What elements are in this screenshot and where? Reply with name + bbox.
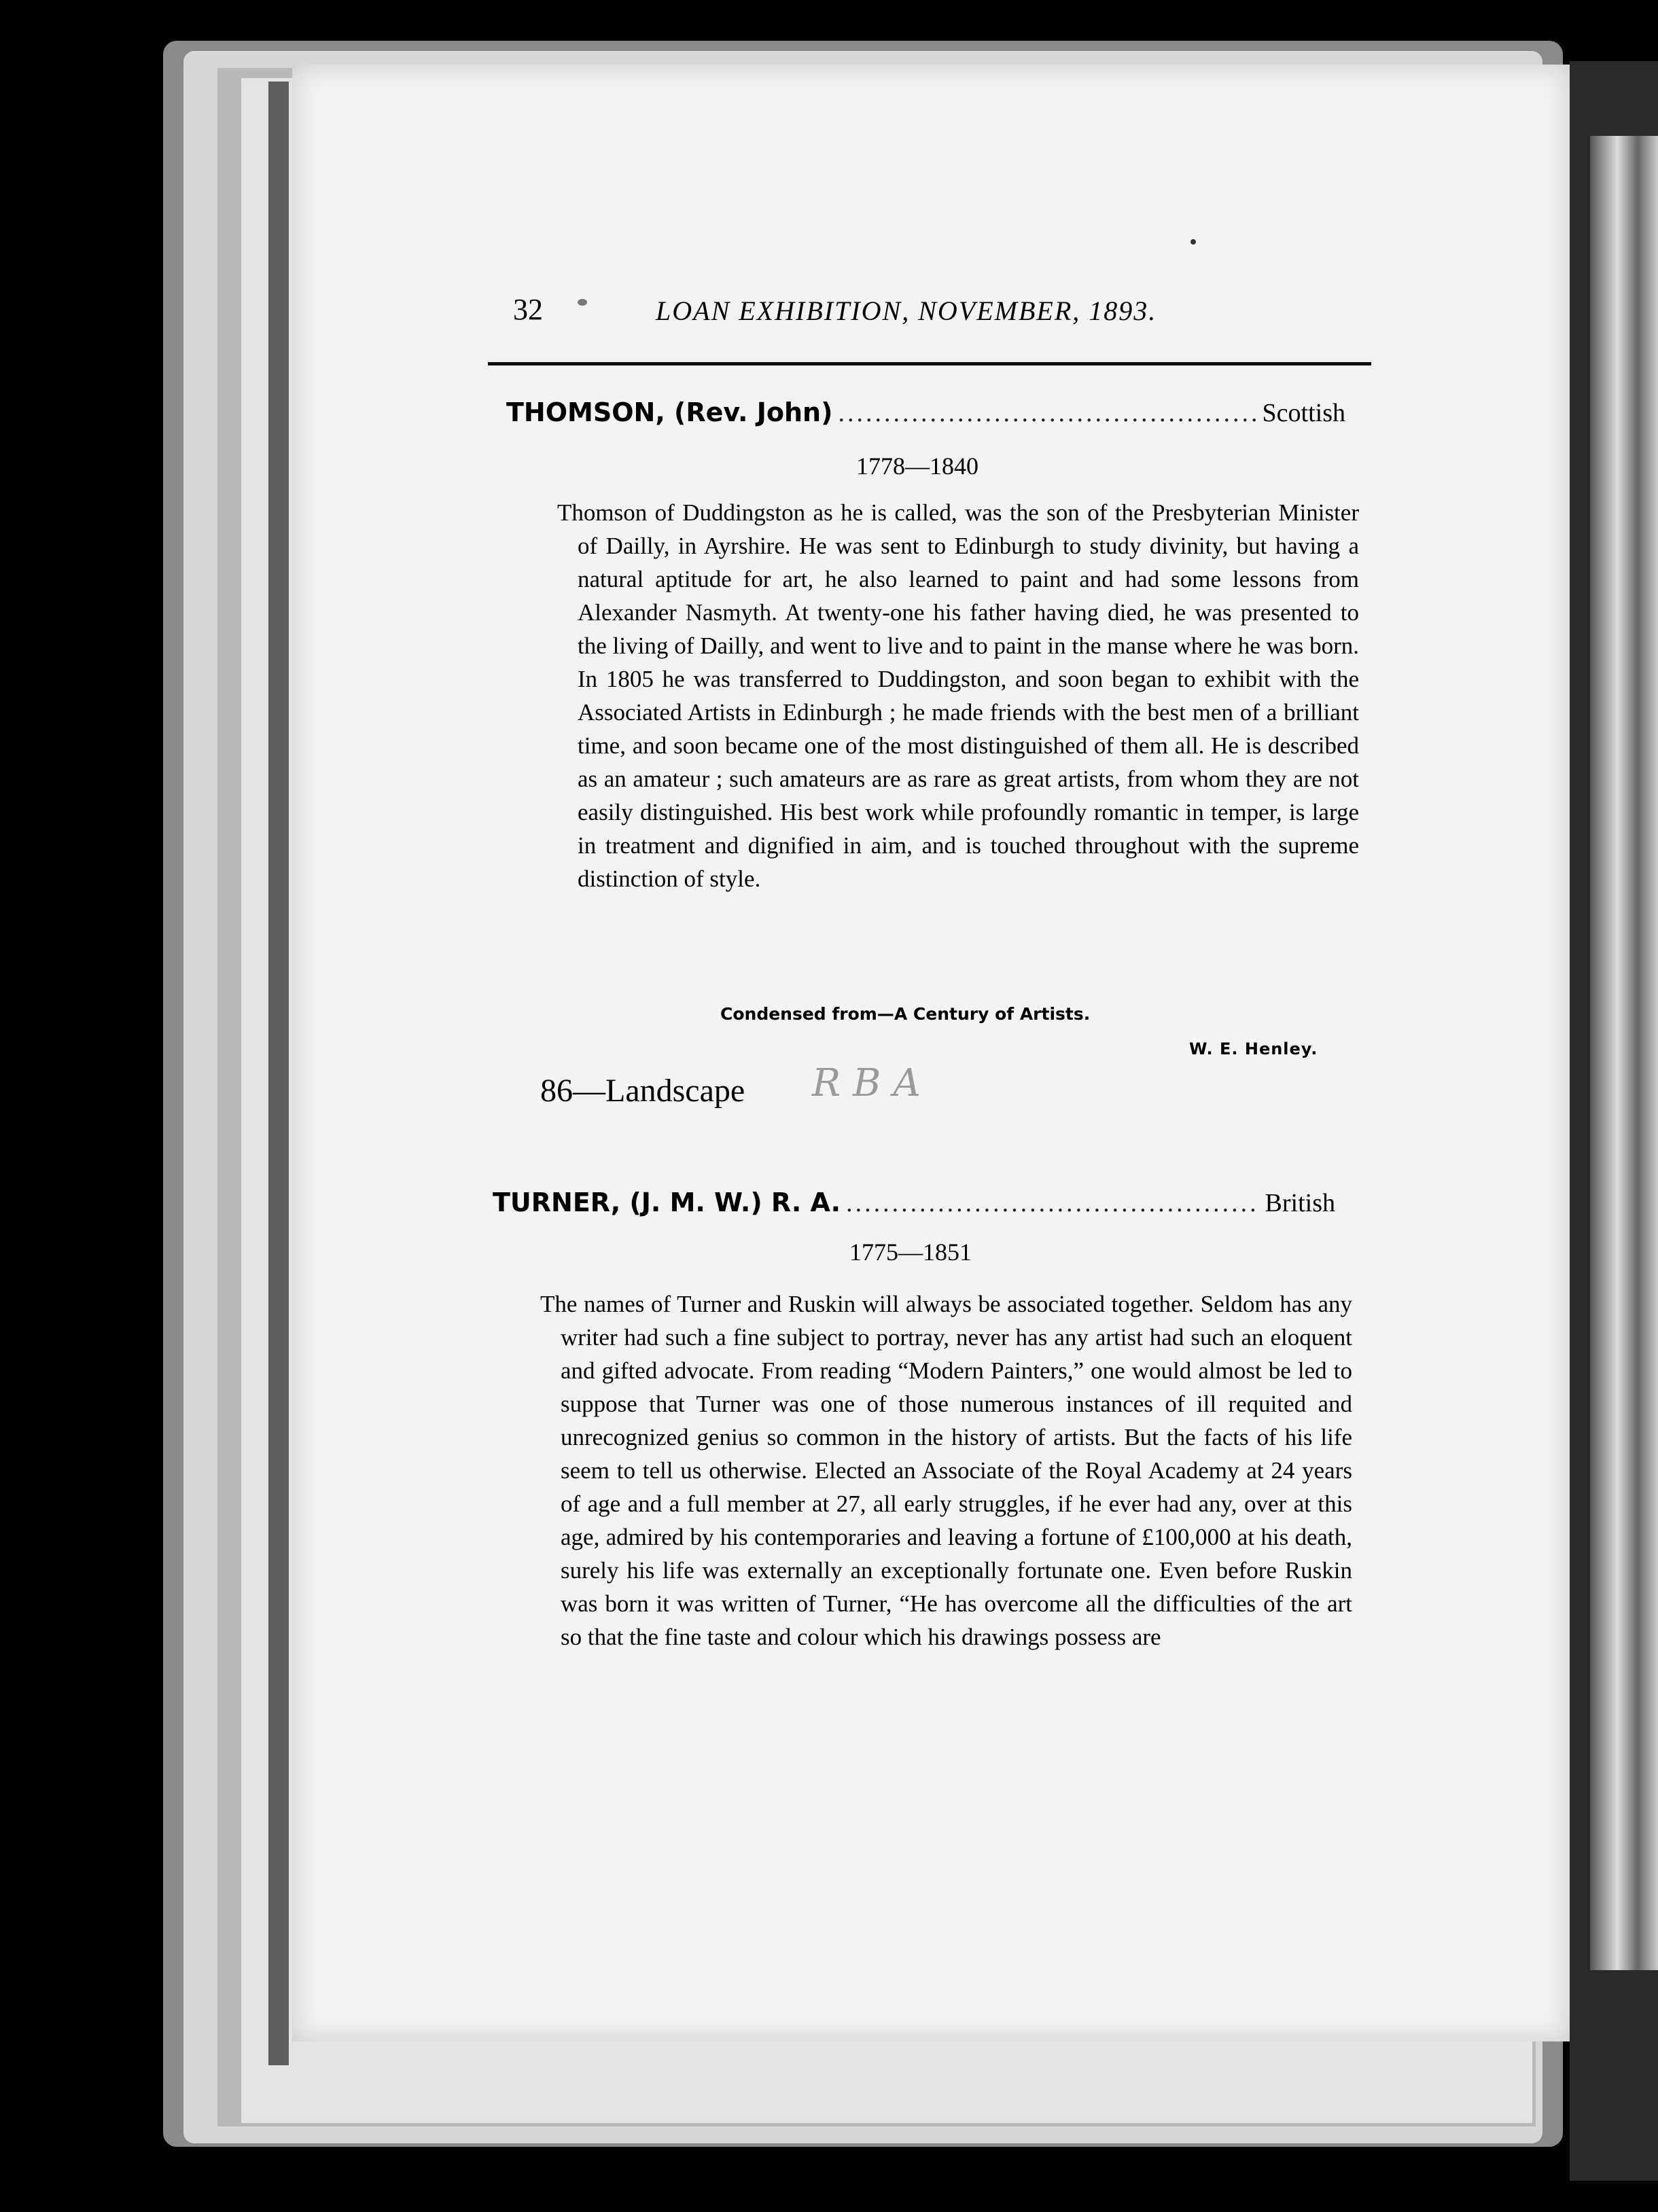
biography-source: Condensed from—A Century of Artists. — [720, 1004, 1091, 1024]
catalogue-item: 86—Landscape — [540, 1073, 745, 1109]
artist-nationality: British — [1265, 1189, 1335, 1217]
artist-nationality: Scottish — [1262, 399, 1345, 427]
running-header — [513, 292, 1369, 333]
facing-page-image-strip — [1590, 136, 1658, 1970]
artist-dates: 1775—1851 — [849, 1238, 972, 1266]
artist-biography: The names of Turner and Ruskin will always be associated together. Seldom has any writer had such a fine subject to portray, never has any artist had such an eloquent and gifted advocate. From reading “Modern Painters,” one would almost be led to suppose that Turner was one of those numerous instances of ill requited and unrecognized genius so common in the history of artists. But the facts of his life seem to tell us otherwise. Elected an Associate of the Royal Academy at 24 years of age and a full member at 27, all early struggles, if he ever had any, over at this age, admired by his contemporaries and leaving a fortune of £100,000 at his death, surely his life was externally an exceptionally fortunate one. Even before Ruskin was born it was written of Turner, “He has overcome all the difficulties of the art so that the fine taste and colour which his drawings possess are — [540, 1291, 1352, 1650]
entry-heading-turner — [493, 1188, 1335, 1218]
biography-author: W. E. Henley. — [1189, 1039, 1318, 1058]
leader-dots — [846, 1188, 1259, 1218]
header-rule — [488, 362, 1371, 365]
scan-speck — [578, 299, 587, 306]
document-page — [292, 65, 1570, 2041]
scan-speck — [1190, 239, 1196, 245]
leader-dots — [838, 398, 1256, 428]
artist-dates: 1778—1840 — [856, 452, 978, 480]
handwritten-annotation: RBA — [812, 1061, 933, 1105]
entry-heading-thomson — [506, 397, 1345, 428]
artist-name: THOMSON, (Rev. John) — [506, 397, 833, 427]
page-number: 32 — [513, 293, 543, 326]
header-title: LOAN EXHIBITION, NOVEMBER, 1893. — [656, 296, 1157, 326]
artist-biography: Thomson of Duddingston as he is called, was the son of the Presbyterian Minister of Dailly, in Ayrshire. He was sent to Edinburgh to study divinity, but having a natural aptitude for art, he also learned to paint and had some lessons from Alexander Nasmyth. At twenty-one his father having died, he was presented to the living of Dailly, and went to live and to paint in the manse where he was born. In 1805 he was transferred to Duddingston, and soon began to exhibit with the Associated Artists in Edinburgh ; he made friends with the best men of a brilliant time, and soon became one of the most distinguished of them all. He is described as an amateur ; such amateurs are as rare as great artists, from whom they are not easily distinguished. His best work while profoundly romantic in temper, is large in treatment and dignified in aim, and is touched throughout with the supreme distinction of style. — [557, 499, 1359, 892]
book-gutter-shadow — [268, 82, 289, 2065]
artist-name: TURNER, (J. M. W.) R. A. — [493, 1188, 841, 1217]
